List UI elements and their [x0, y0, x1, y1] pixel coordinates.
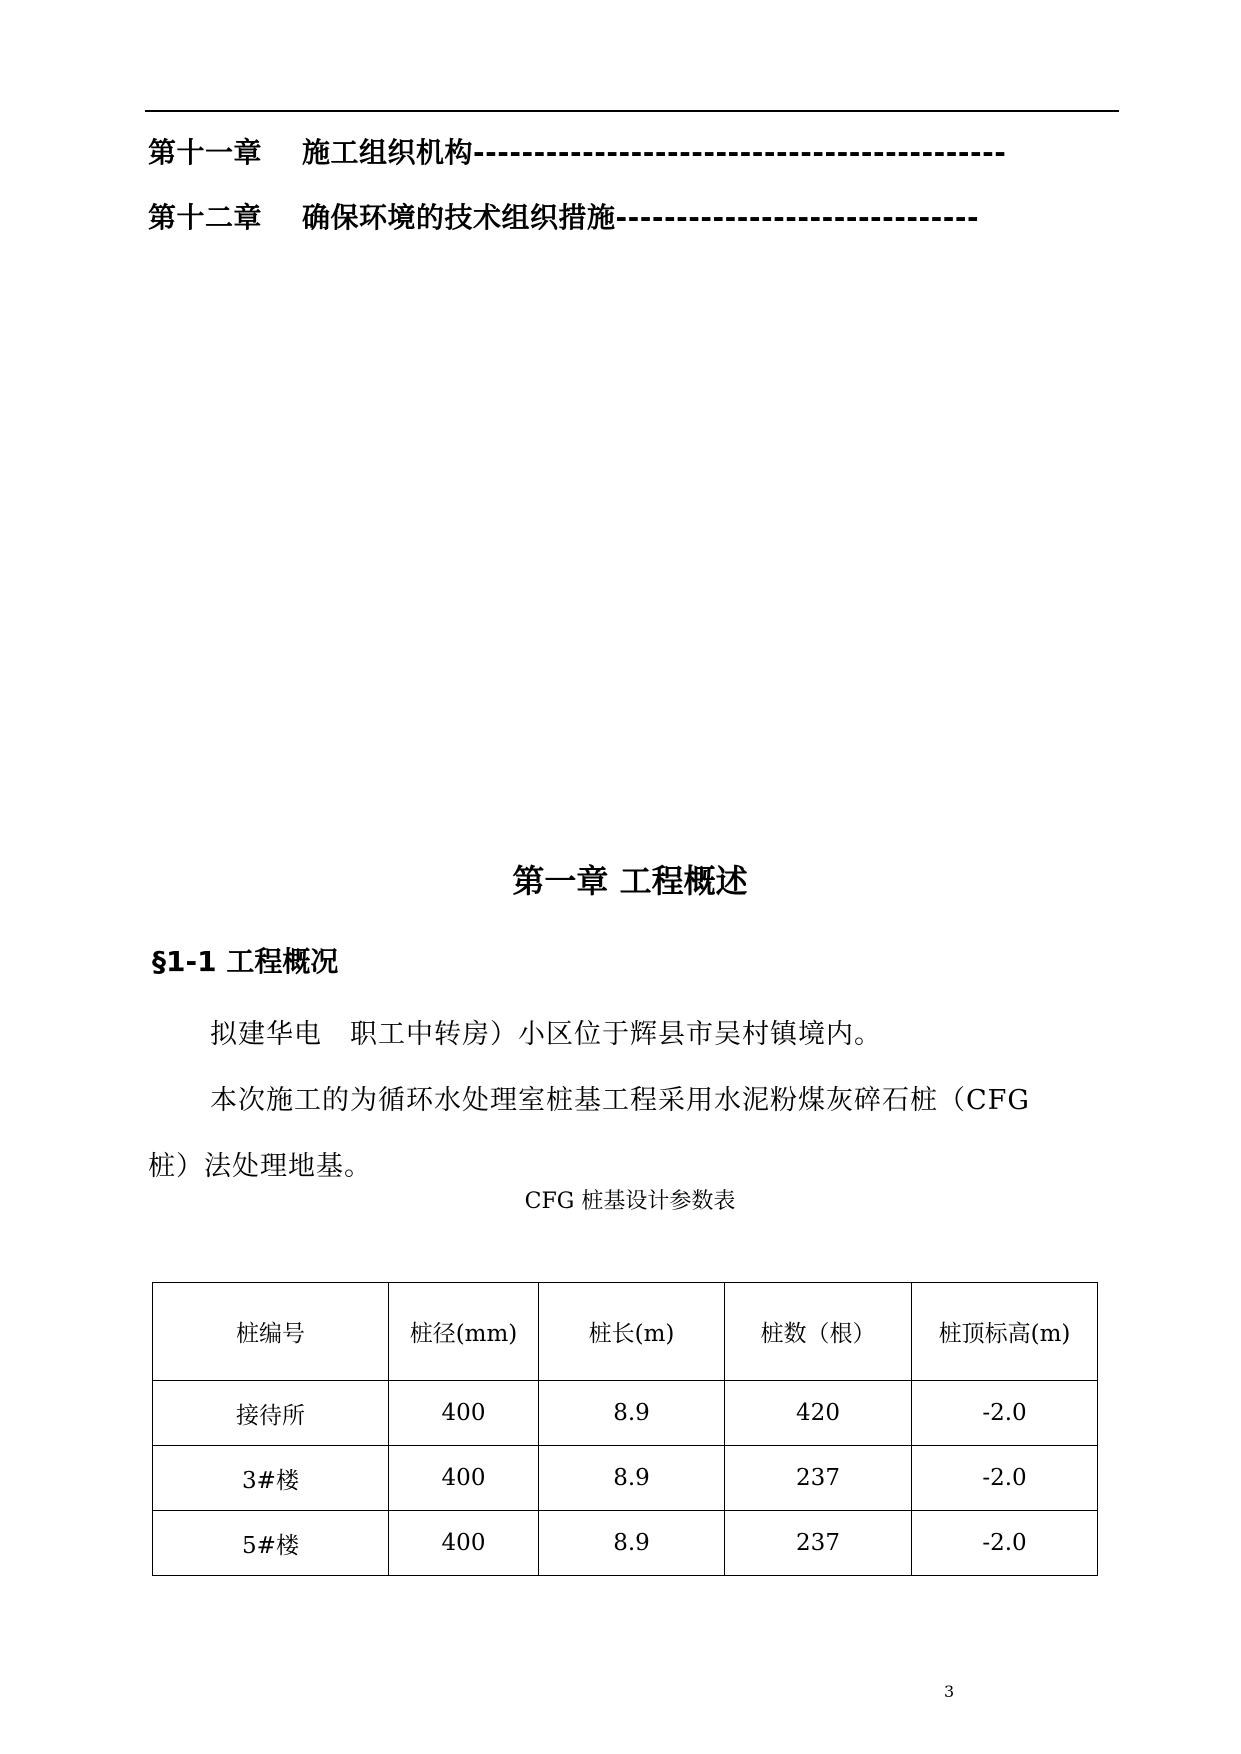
- cell-pile-diameter: 400: [389, 1381, 539, 1446]
- cell-pile-length: 8.9: [539, 1381, 725, 1446]
- header-rule: [145, 110, 1119, 112]
- table-row: [153, 1511, 1098, 1576]
- cell-pile-top-elevation: -2.0: [912, 1511, 1098, 1576]
- toc-leader: --------------------------------------------: [473, 136, 1007, 169]
- paragraph-construction-scope-cont: 桩）法处理地基。: [148, 1151, 372, 1182]
- toc-entry-chapter-11[interactable]: [148, 131, 1006, 171]
- header-pile-id: 桩编号: [153, 1283, 389, 1381]
- paragraph-construction-scope: 本次施工的为循环水处理室桩基工程采用水泥粉煤灰碎石桩（CFG: [210, 1085, 1030, 1116]
- cell-pile-count: 237: [725, 1511, 912, 1576]
- header-pile-top-elevation: 桩顶标高(m): [912, 1283, 1098, 1381]
- table-row: [153, 1446, 1098, 1511]
- toc-chapter-number: 第十二章: [148, 201, 263, 234]
- chapter-title: 第一章 工程概述: [512, 862, 748, 900]
- header-pile-diameter: 桩径(mm): [389, 1283, 539, 1381]
- cell-pile-length: 8.9: [539, 1511, 725, 1576]
- toc-chapter-number: 第十一章: [148, 136, 263, 169]
- cell-pile-diameter: 400: [389, 1511, 539, 1576]
- paragraph-project-location: 拟建华电 职工中转房）小区位于辉县市吴村镇境内。: [210, 1019, 882, 1050]
- table-caption: CFG 桩基设计参数表: [524, 1189, 736, 1214]
- table-header-row: [153, 1283, 1098, 1381]
- cfg-pile-parameter-table: [152, 1282, 1098, 1576]
- cell-pile-top-elevation: -2.0: [912, 1381, 1098, 1446]
- section-title: §1-1 工程概况: [152, 945, 339, 978]
- page-number: 3: [944, 1682, 955, 1701]
- cell-pile-top-elevation: -2.0: [912, 1446, 1098, 1511]
- cell-pile-id: 3#楼: [153, 1446, 389, 1511]
- table-row: [153, 1381, 1098, 1446]
- toc-entry-chapter-12[interactable]: [148, 196, 979, 236]
- toc-chapter-title: 施工组织机构: [302, 136, 474, 169]
- cell-pile-length: 8.9: [539, 1446, 725, 1511]
- header-pile-length: 桩长(m): [539, 1283, 725, 1381]
- cell-pile-id: 5#楼: [153, 1511, 389, 1576]
- toc-leader: ------------------------------: [615, 201, 980, 234]
- cell-pile-count: 420: [725, 1381, 912, 1446]
- cell-pile-count: 237: [725, 1446, 912, 1511]
- toc-chapter-title: 确保环境的技术组织措施: [302, 201, 616, 234]
- header-pile-count: 桩数（根）: [725, 1283, 912, 1381]
- cell-pile-diameter: 400: [389, 1446, 539, 1511]
- cell-pile-id: 接待所: [153, 1381, 389, 1446]
